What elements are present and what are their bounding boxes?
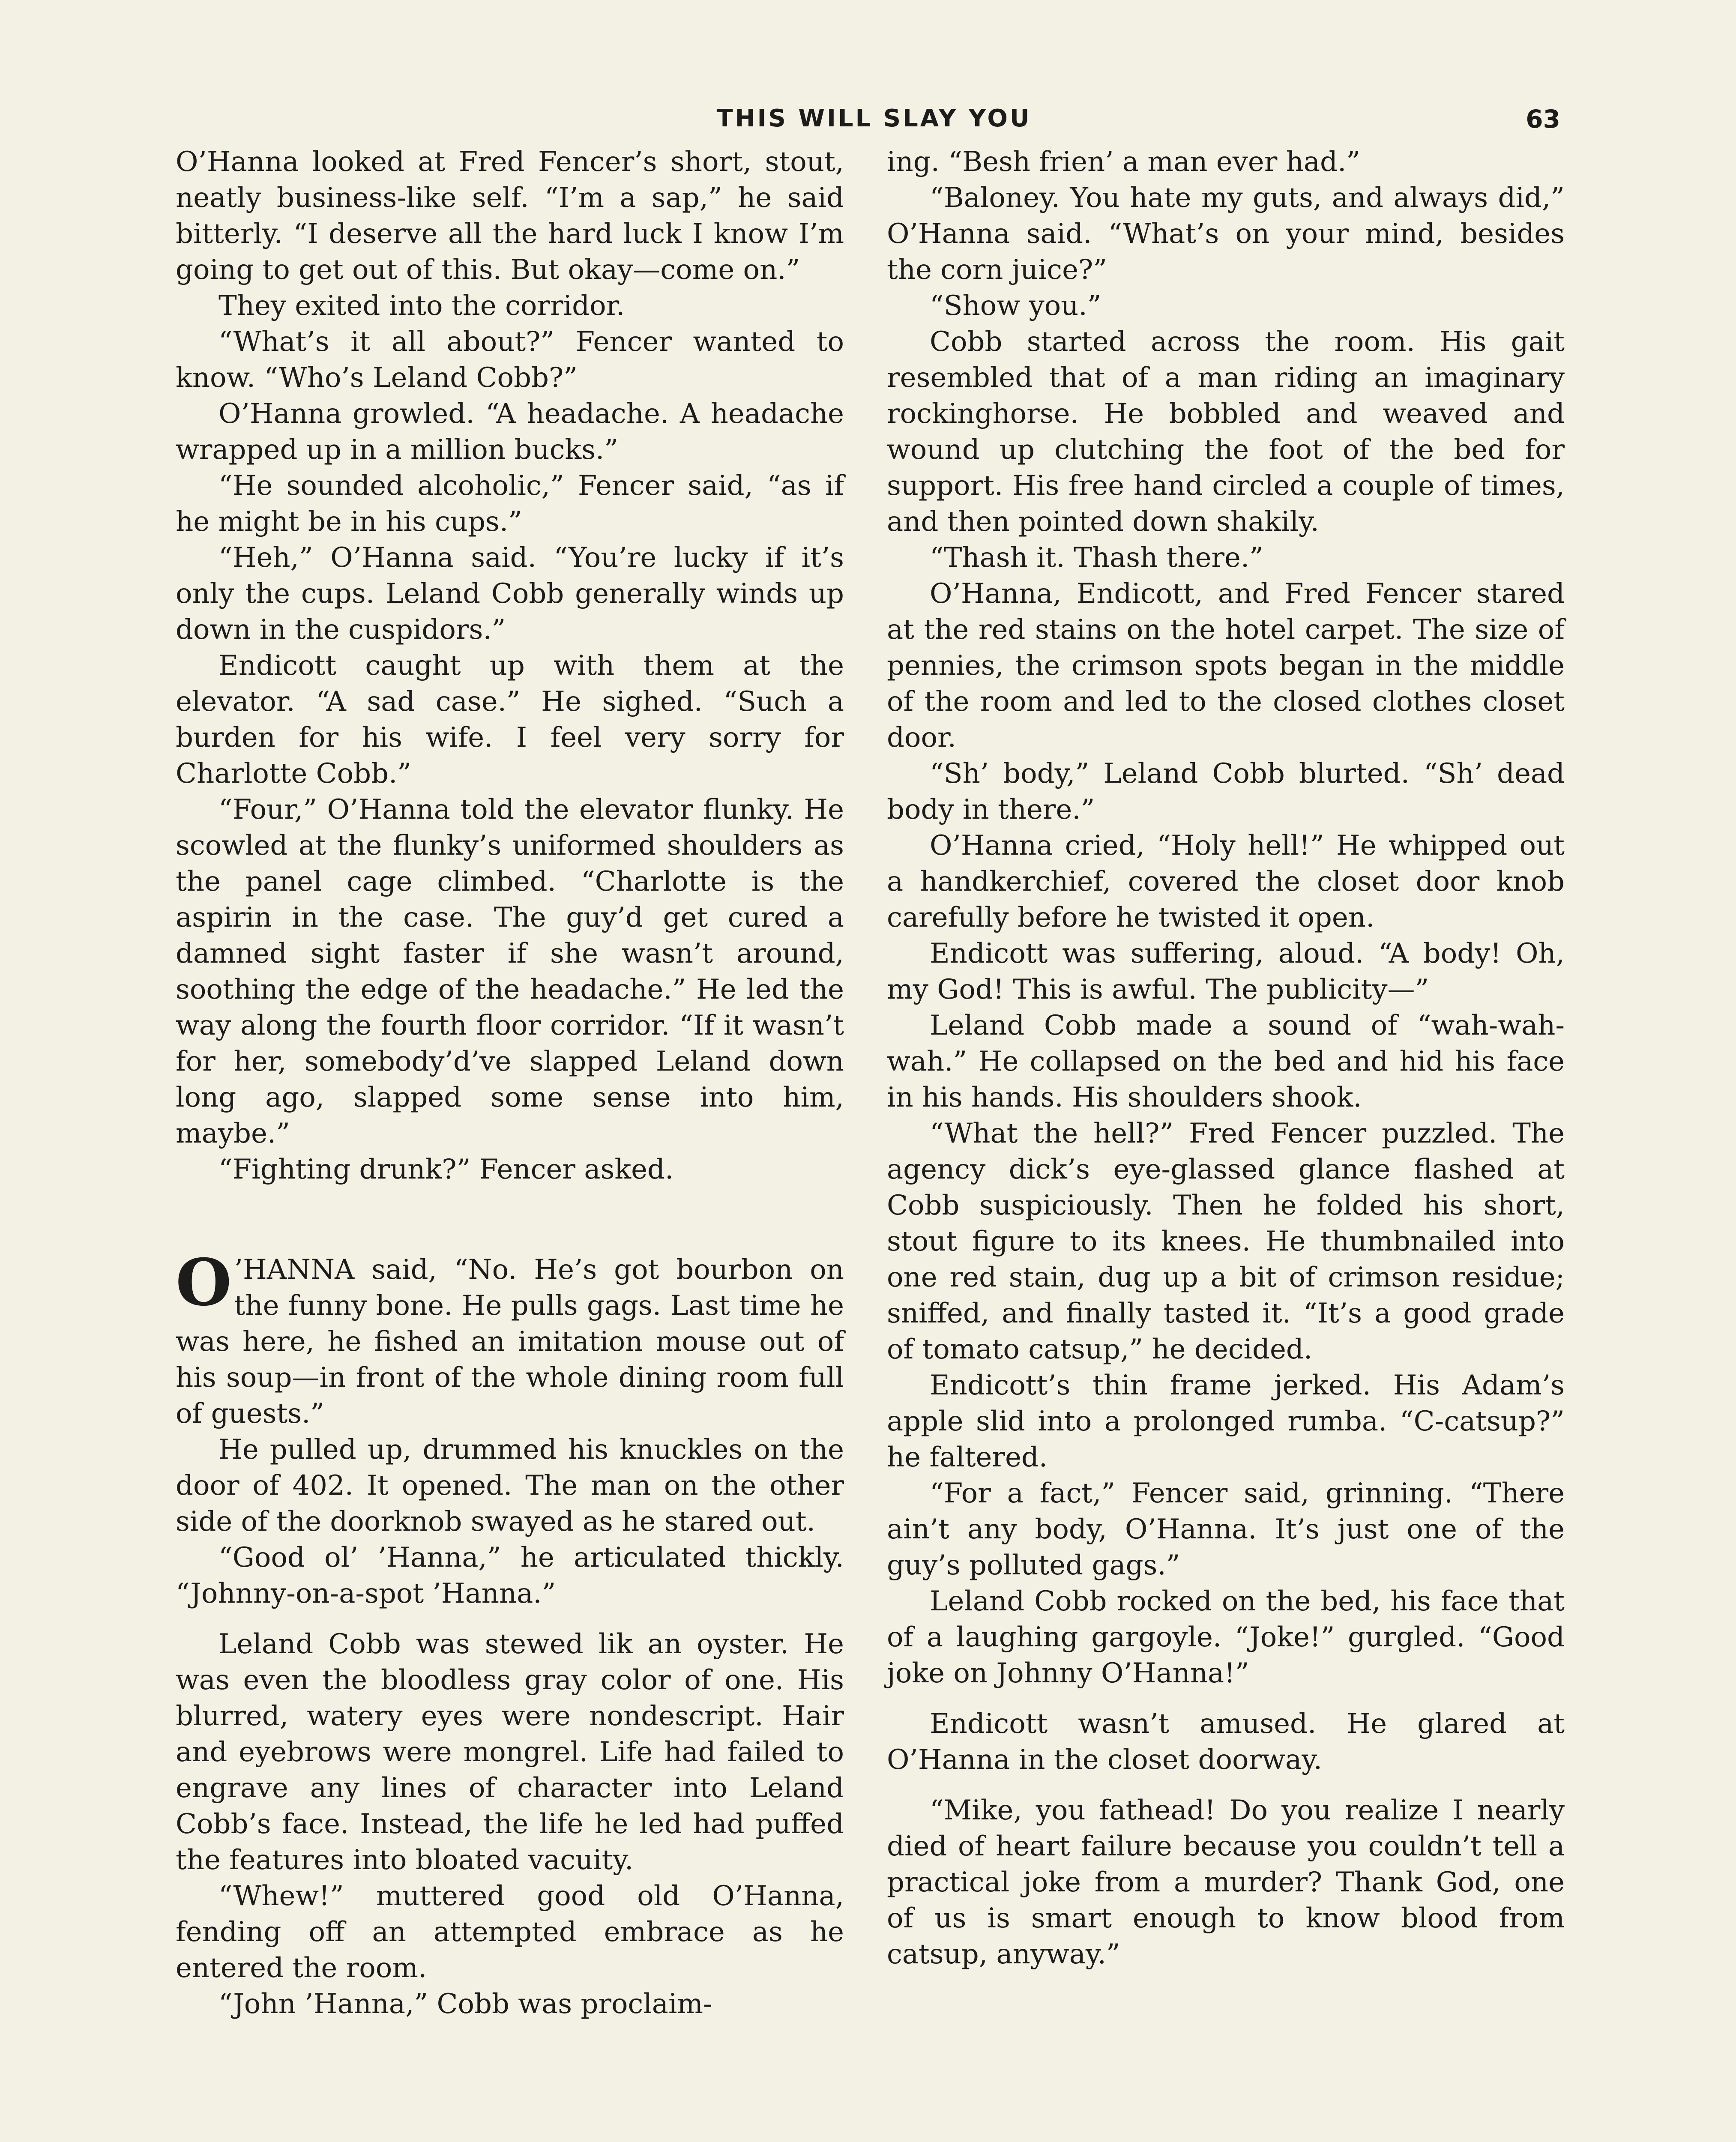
paragraph: O’Hanna cried, “Holy hell!” He whipped out a handkerchief, covered the closet door knob carefully before he twisted it open. <box>887 830 1565 933</box>
left-column <box>176 144 844 2022</box>
paragraph: “Baloney. You hate my guts, and always did,” O’Hanna said. “What’s on your mind, besides the corn juice?” <box>887 182 1565 286</box>
paragraph: O’Hanna looked at Fred Fencer’s short, stout, neatly business-like self. “I’m a sap,” he said bitterly. “I deserve all the hard luck I know I’m going to get out of this. But okay—come on.” <box>176 146 844 286</box>
paragraph: O’Hanna growled. “A headache. A headache wrapped up in a million bucks.” <box>176 398 844 466</box>
paragraph: “Mike, you fathead! Do you realize I nearly died of heart failure because you couldn’t tell a practical joke from a murder? Thank God, one of us is smart enough to know blood from catsup, anyway.” <box>887 1795 1565 1970</box>
paragraph: “What’s it all about?” Fencer wanted to know. “Who’s Leland Cobb?” <box>176 326 844 394</box>
paragraph: Endicott was suffering, aloud. “A body! Oh, my God! This is awful. The publicity—” <box>887 938 1565 1005</box>
paragraph: “Show you.” <box>930 290 1101 322</box>
paragraph: “Sh’ body,” Leland Cobb blurted. “Sh’ dead body in there.” <box>887 758 1565 826</box>
paragraph: Leland Cobb was stewed lik an oyster. He was even the bloodless gray color of one. His blurred, watery eyes were nondescript. Hair and eyebrows were mongrel. Life had failed to engrave any lines of character into Leland Cobb’s face. Instead, the life he led had puffed the features into bloated vacuity. <box>176 1628 844 1876</box>
paragraph: O’Hanna, Endicott, and Fred Fencer stared at the red stains on the hotel carpet. The size of pennies, the crimson spots began in the middle of the room and led to the closed clothes closet door. <box>887 578 1565 754</box>
paragraph: They exited into the corridor. <box>218 290 625 322</box>
paragraph: “Heh,” O’Hanna said. “You’re lucky if it’s only the cups. Leland Cobb generally winds up down in the cuspidors.” <box>176 542 844 646</box>
paragraph: “What the hell?” Fred Fencer puzzled. The agency dick’s eye-glassed glance flashed at Cobb suspiciously. Then he folded his short, stout figure to its knees. He thumbnailed into one red stain, dug up a bit of crimson residue; sniffed, and finally tasted it. “It’s a good grade of tomato catsup,” he decided. <box>887 1118 1565 1365</box>
section-opening-paragraph <box>176 1245 844 1432</box>
paragraph: Endicott wasn’t amused. He glared at O’Hanna in the closet doorway. <box>887 1708 1565 1776</box>
paragraph: “Fighting drunk?” Fencer asked. <box>218 1154 674 1185</box>
paragraph-text: ’HANNA said, “No. He’s got bourbon on the funny bone. He pulls gags. Last time he was here, he fished an imitation mouse out of his soup—in front of the whole dining room full of guests.” <box>176 1254 844 1430</box>
paragraph: ing. “Besh frien’ a man ever had.” <box>887 146 1361 178</box>
running-head: THIS WILL SLAY YOU <box>716 105 1032 132</box>
paragraph: “Thash it. Thash there.” <box>930 542 1263 574</box>
paragraph: “He sounded alcoholic,” Fencer said, “as if he might be in his cups.” <box>176 470 844 538</box>
right-column <box>887 144 1565 1972</box>
paragraph: “John ’Hanna,” Cobb was proclaim- <box>218 1988 712 2020</box>
paragraph: “Whew!” muttered good old O’Hanna, fending off an attempted embrace as he entered the room. <box>176 1880 844 1984</box>
paragraph: “Four,” O’Hanna told the elevator flunky. He scowled at the flunky’s uniformed shoulders as the panel cage climbed. “Charlotte is the aspirin in the case. The guy’d get cured a damned sight faster if she wasn’t around, soothing the edge of the headache.” He led the way along the fourth floor corridor. “If it wasn’t for her, somebody’d’ve slapped Leland down long ago, slapped some sense into him, maybe.” <box>176 794 844 1149</box>
paragraph: “For a fact,” Fencer said, grinning. “There ain’t any body, O’Hanna. It’s just one of the guy’s polluted gags.” <box>887 1478 1565 1581</box>
paragraph: He pulled up, drummed his knuckles on the door of 402. It opened. The man on the other side of the doorknob swayed as he stared out. <box>176 1434 844 1538</box>
paragraph: Cobb started across the room. His gait resembled that of a man riding an imaginary rockinghorse. He bobbled and weaved and wound up clutching the foot of the bed for support. His free hand circled a couple of times, and then pointed down shakily. <box>887 326 1565 538</box>
paragraph: Endicott’s thin frame jerked. His Adam’s apple slid into a prolonged rumba. “C-catsup?” he faltered. <box>887 1370 1565 1473</box>
paragraph: Leland Cobb made a sound of “wah-wah-wah.” He collapsed on the bed and hid his face in his hands. His shoulders shook. <box>887 1010 1565 1113</box>
paragraph: Endicott caught up with them at the elevator. “A sad case.” He sighed. “Such a burden for his wife. I feel very sorry for Charlotte Cobb.” <box>176 650 844 790</box>
page-number: 63 <box>1526 105 1560 134</box>
paragraph: Leland Cobb rocked on the bed, his face that of a laughing gargoyle. “Joke!” gurgled. “Good joke on Johnny O’Hanna!” <box>887 1586 1565 1689</box>
paragraph: “Good ol’ ’Hanna,” he articulated thickly. “Johnny-on-a-spot ’Hanna.” <box>176 1542 844 1609</box>
drop-cap: O <box>176 1245 232 1320</box>
